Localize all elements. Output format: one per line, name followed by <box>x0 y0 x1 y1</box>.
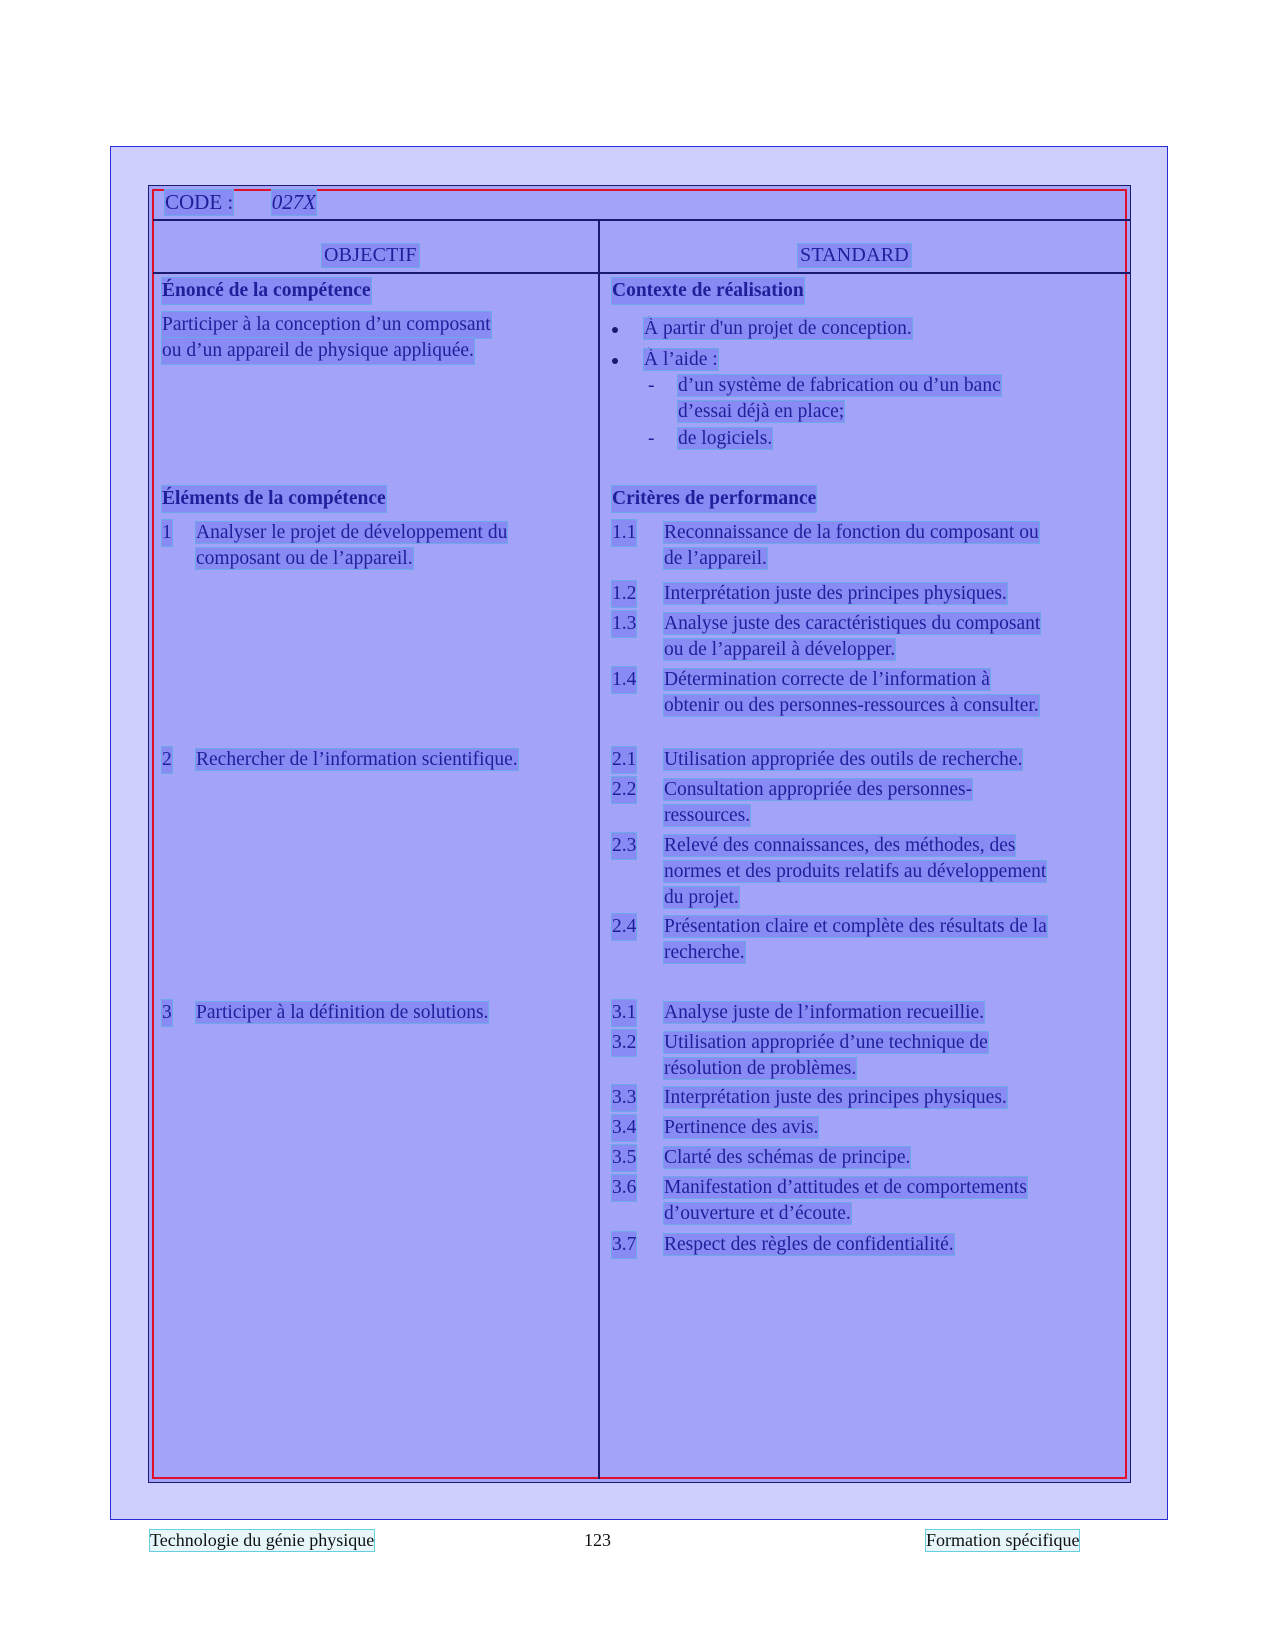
contexte-bullet <box>612 316 912 342</box>
element-line: Rechercher de l’information scientifique. <box>196 749 518 770</box>
criterion-number: 2.4 <box>612 914 636 940</box>
criterion-number: 3.6 <box>612 1175 636 1201</box>
element-number: 3 <box>162 1000 172 1026</box>
criterion-line: Manifestation d’attitudes et de comportements <box>664 1177 1027 1198</box>
footer-section: Formation spécifique <box>926 1530 1080 1550</box>
criterion-number: 2.1 <box>612 747 636 773</box>
criterion-line: d’ouverture et d’écoute. <box>664 1203 851 1224</box>
header-objectif: OBJECTIF <box>324 244 417 266</box>
header-bottom-rule <box>153 272 1130 274</box>
bullet-icon <box>612 327 618 333</box>
bullet-icon <box>612 358 618 364</box>
element-number: 2 <box>162 747 172 773</box>
code-value: 027X <box>271 190 317 214</box>
criterion-line: Clarté des schémas de principe. <box>664 1147 911 1168</box>
code-row <box>165 190 316 215</box>
criterion-line: du projet. <box>664 887 739 908</box>
criterion-line: Pertinence des avis. <box>664 1117 819 1138</box>
footer-program: Technologie du génie physique <box>150 1530 375 1550</box>
criterion-line: Utilisation appropriée des outils de recherche. <box>664 749 1023 770</box>
criterion-line: résolution de problèmes. <box>664 1058 857 1079</box>
criterion-line: Détermination correcte de l’information à <box>664 669 990 690</box>
criteres-title: Critères de performance <box>612 486 816 512</box>
dash-icon: - <box>648 375 655 396</box>
contexte-dash-line: d’essai déjà en place; <box>678 401 845 422</box>
criterion-line: normes et des produits relatifs au développement <box>664 861 1047 882</box>
criterion-line: Interprétation juste des principes physiques. <box>664 583 1007 604</box>
contexte-dash-line: d’un système de fabrication ou d’un banc <box>678 375 1001 396</box>
code-label: CODE : <box>165 190 234 214</box>
element-line: composant ou de l’appareil. <box>196 548 413 569</box>
criterion-line: Consultation appropriée des personnes- <box>664 779 973 800</box>
criterion-line: recherche. <box>664 942 745 963</box>
criterion-number: 3.4 <box>612 1115 636 1141</box>
criterion-number: 3.3 <box>612 1085 636 1111</box>
criterion-line: Respect des règles de confidentialité. <box>664 1234 954 1255</box>
criterion-line: Analyse juste de l’information recueillie. <box>664 1002 985 1023</box>
criterion-line: Interprétation juste des principes physiques. <box>664 1087 1007 1108</box>
header-standard: STANDARD <box>800 244 909 266</box>
elements-title: Éléments de la compétence <box>162 486 386 512</box>
criterion-number: 1.3 <box>612 611 636 637</box>
enonce-text <box>162 312 491 364</box>
enonce-title: Énoncé de la compétence <box>162 278 371 304</box>
column-divider <box>598 221 600 1479</box>
criterion-number: 3.1 <box>612 1000 636 1026</box>
criterion-number: 3.2 <box>612 1030 636 1056</box>
contexte-bullet-text: À partir d'un projet de conception. <box>644 318 912 339</box>
criterion-line: Présentation claire et complète des résultats de la <box>664 916 1047 937</box>
criterion-line: obtenir ou des personnes-ressources à consulter. <box>664 695 1039 716</box>
criterion-number: 3.7 <box>612 1232 636 1258</box>
enonce-line: Participer à la conception d’un composant <box>162 312 491 338</box>
header-top-rule <box>153 219 1130 221</box>
criterion-number: 2.3 <box>612 833 636 859</box>
element-line: Analyser le projet de développement du <box>196 522 508 543</box>
criterion-line: Reconnaissance de la fonction du composant ou <box>664 522 1039 543</box>
criterion-line: ou de l’appareil à développer. <box>664 639 896 660</box>
enonce-line: ou d’un appareil de physique appliquée. <box>162 338 474 364</box>
footer-page-number: 123 <box>584 1530 611 1550</box>
criterion-line: Relevé des connaissances, des méthodes, des <box>664 835 1016 856</box>
element-number: 1 <box>162 520 172 546</box>
element-line: Participer à la définition de solutions. <box>196 1002 489 1023</box>
criterion-line: de l’appareil. <box>664 548 767 569</box>
criterion-line: Analyse juste des caractéristiques du composant <box>664 613 1041 634</box>
dash-icon: - <box>648 428 655 449</box>
contexte-bullet-text: À l’aide : <box>644 349 718 370</box>
criterion-number: 1.2 <box>612 581 636 607</box>
contexte-dash-line: de logiciels. <box>678 428 773 449</box>
contexte-title: Contexte de réalisation <box>612 278 804 304</box>
criterion-number: 2.2 <box>612 777 636 803</box>
contexte-bullet <box>612 347 718 373</box>
criterion-line: ressources. <box>664 805 751 826</box>
criterion-number: 3.5 <box>612 1145 636 1171</box>
criterion-number: 1.4 <box>612 667 636 693</box>
criterion-number: 1.1 <box>612 520 636 546</box>
criterion-line: Utilisation appropriée d’une technique de <box>664 1032 988 1053</box>
